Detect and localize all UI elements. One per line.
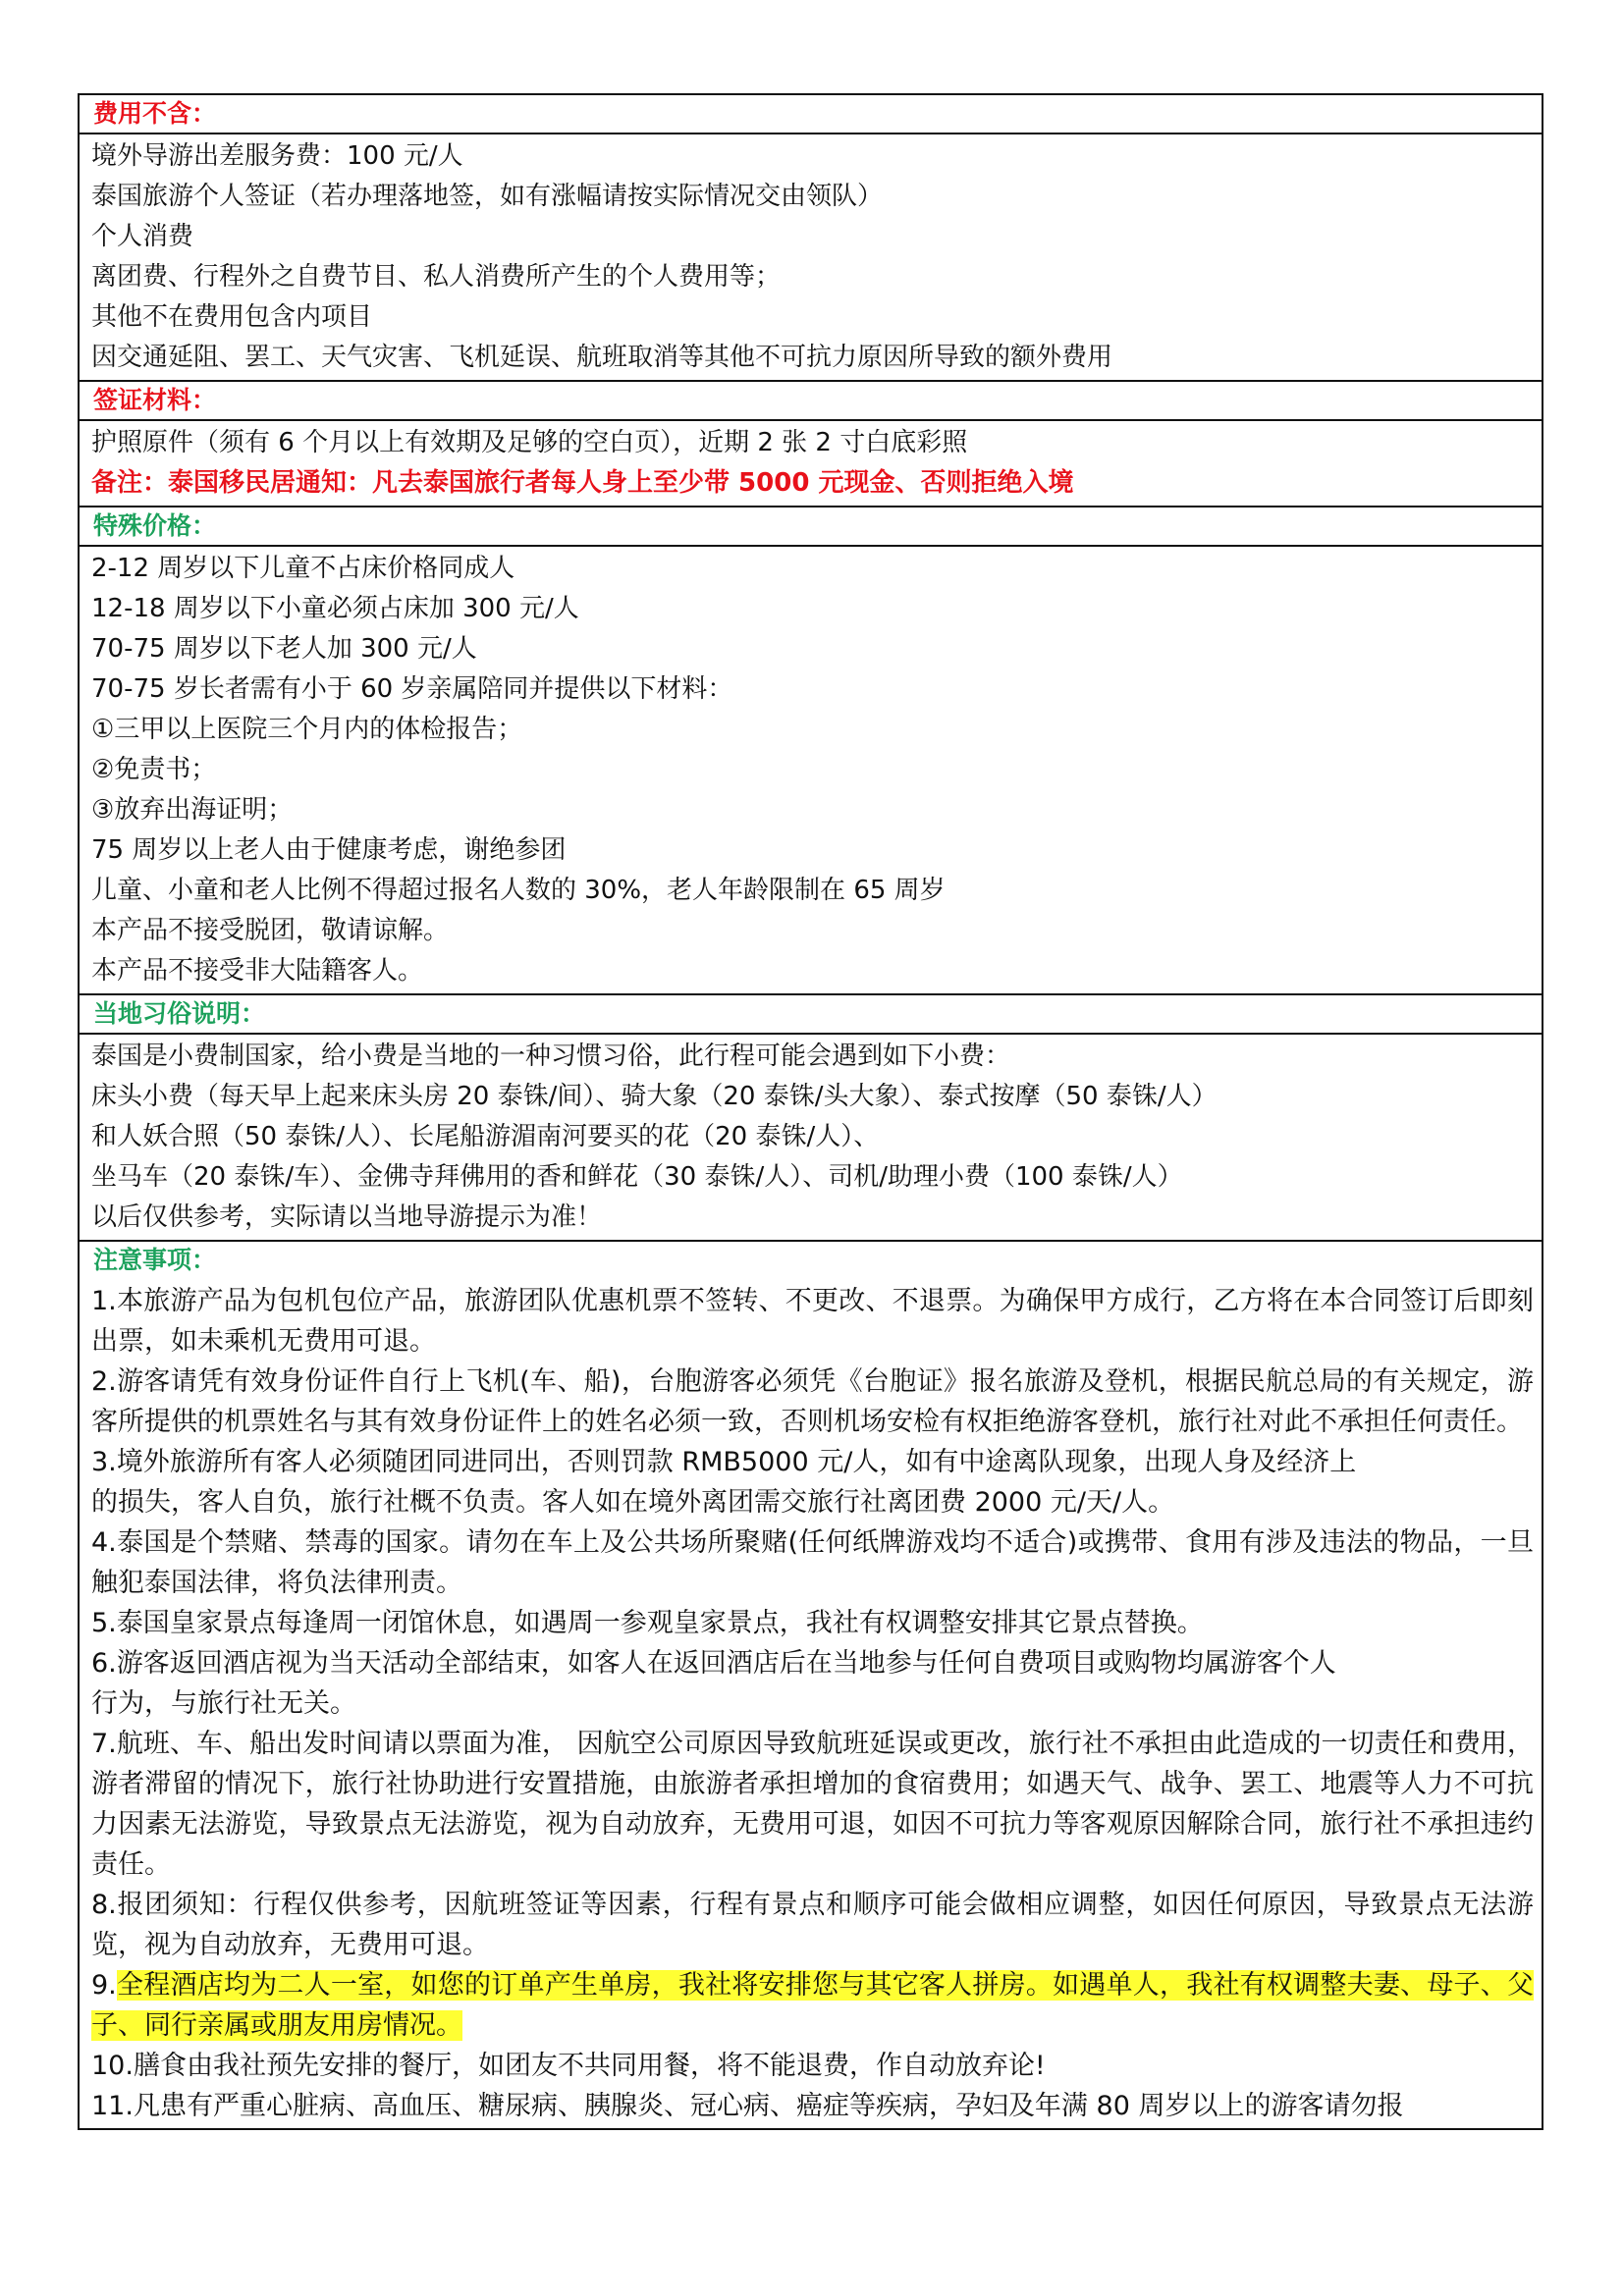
special-price-item: 2-12 周岁以下儿童不占床价格同成人 [91, 554, 515, 583]
note-item: 行为，与旅行社无关。 [91, 1688, 356, 1719]
fee-exclusion-item: 泰国旅游个人签证（若办理落地签，如有涨幅请按实际情况交由领队） [91, 182, 884, 211]
fee-exclusion-item: 境外导游出差服务费：100 元/人 [91, 141, 463, 171]
fee-exclusions-section [80, 134, 1542, 382]
customs-item: 床头小费（每天早上起来床头房 20 泰铢/间）、骑大象（20 泰铢/头大象）、泰式按摩（50 泰铢/人） [91, 1082, 1218, 1111]
highlighted-text: 全程酒店均为二人一室，如您的订单产生单房，我社将安排您与其它客人拼房。如遇单人，我社有权调整夫妻、母子、父子、同行亲属或朋友用房情况。 [91, 1970, 1534, 2041]
note-item: 10.膳食由我社预先安排的餐厅，如团友不共同用餐，将不能退费，作自动放弃论! [91, 2051, 1046, 2081]
special-price-heading: 特殊价格： [80, 507, 1542, 547]
note-item: 8.报团须知：行程仅供参考，因航班签证等因素，行程有景点和顺序可能会做相应调整，如因任何原因，导致景点无法游览，视为自动放弃，无费用可退。 [91, 1890, 1534, 1960]
special-price-section [80, 547, 1542, 995]
special-price-item: 75 周岁以上老人由于健康考虑，谢绝参团 [91, 835, 567, 865]
special-price-item: 12-18 周岁以下小童必须占床加 300 元/人 [91, 594, 579, 623]
notes-section [80, 1242, 1542, 2128]
special-price-item: ②免责书； [91, 755, 217, 784]
special-price-item: 儿童、小童和老人比例不得超过报名人数的 30%，老人年龄限制在 65 周岁 [91, 876, 946, 905]
visa-heading: 签证材料： [80, 382, 1542, 421]
note-item: 6.游客返回酒店视为当天活动全部结束，如客人在返回酒店后在当地参与任何自费项目或购物均属游客个人 [91, 1648, 1336, 1679]
note-item: 的损失，客人自负，旅行社概不负责。客人如在境外离团需交旅行社离团费 2000 元/天/人。 [91, 1487, 1175, 1518]
special-price-item: ①三甲以上医院三个月内的体检报告； [91, 715, 523, 744]
visa-cash-notice: 备注：泰国移民居通知：凡去泰国旅行者每人身上至少带 5000 元现金、否则拒绝入境 [91, 468, 1074, 498]
special-price-item: ③放弃出海证明； [91, 795, 294, 825]
note-item-highlighted [91, 1965, 1542, 2046]
special-price-item: 本产品不接受非大陆籍客人。 [91, 956, 424, 986]
customs-section [80, 1035, 1542, 1242]
fee-exclusions-heading: 费用不含： [80, 95, 1542, 134]
note-item: 7.航班、车、船出发时间请以票面为准， 因航空公司原因导致航班延误或更改，旅行社不承担由此造成的一切责任和费用，游者滞留的情况下，旅行社协助进行安置措施，由旅游者承担增加的食宿费用；如遇天气、战争、罢工、地震等人力不可抗力因素无法游览，导致景点无法游览，视为自动放弃，无费用可退，如因不可抗力等客观原因解除合同，旅行社不承担违约责任。 [91, 1729, 1534, 1880]
special-price-item: 70-75 岁长者需有小于 60 岁亲属陪同并提供以下材料： [91, 674, 733, 704]
note-number: 9. [91, 1970, 117, 2001]
visa-requirement: 护照原件（须有 6 个月以上有效期及足够的空白页），近期 2 张 2 寸白底彩照 [91, 428, 968, 457]
itinerary-terms-table [78, 93, 1543, 2130]
customs-item: 和人妖合照（50 泰铢/人）、长尾船游湄南河要买的花（20 泰铢/人）、 [91, 1122, 880, 1151]
note-item: 1.本旅游产品为包机包位产品，旅游团队优惠机票不签转、不更改、不退票。为确保甲方成行，乙方将在本合同签订后即刻出票，如未乘机无费用可退。 [91, 1286, 1534, 1357]
customs-item: 坐马车（20 泰铢/车）、金佛寺拜佛用的香和鲜花（30 泰铢/人）、司机/助理小费（100 泰铢/人） [91, 1162, 1183, 1192]
customs-heading: 当地习俗说明： [80, 995, 1542, 1035]
special-price-item: 本产品不接受脱团，敬请谅解。 [91, 916, 450, 945]
fee-exclusion-item: 离团费、行程外之自费节目、私人消费所产生的个人费用等； [91, 262, 782, 292]
customs-item: 泰国是小费制国家，给小费是当地的一种习惯习俗，此行程可能会遇到如下小费： [91, 1041, 1011, 1071]
fee-exclusion-item: 其他不在费用包含内项目 [91, 302, 373, 332]
fee-exclusion-item: 个人消费 [91, 222, 194, 251]
special-price-item: 70-75 周岁以下老人加 300 元/人 [91, 634, 477, 664]
note-item: 4.泰国是个禁赌、禁毒的国家。请勿在车上及公共场所聚赌(任何纸牌游戏均不适合)或携带、食用有涉及违法的物品，一旦触犯泰国法律，将负法律刑责。 [91, 1527, 1534, 1598]
fee-exclusion-item: 因交通延阻、罢工、天气灾害、飞机延误、航班取消等其他不可抗力原因所导致的额外费用 [91, 343, 1113, 372]
notes-heading: 注意事项： [93, 1246, 217, 1274]
visa-section [80, 421, 1542, 507]
note-item: 3.境外旅游所有客人必须随团同进同出，否则罚款 RMB5000 元/人，如有中途离队现象，出现人身及经济上 [91, 1447, 1357, 1477]
note-item: 2.游客请凭有效身份证件自行上飞机(车、船)，台胞游客必须凭《台胞证》报名旅游及登机，根据民航总局的有关规定，游客所提供的机票姓名与其有效身份证件上的姓名必须一致，否则机场安检有权拒绝游客登机，旅行社对此不承担任何责任。 [91, 1366, 1534, 1437]
note-item: 5.泰国皇家景点每逢周一闭馆休息，如遇周一参观皇家景点，我社有权调整安排其它景点替换。 [91, 1608, 1204, 1638]
customs-item: 以后仅供参考，实际请以当地导游提示为准！ [91, 1202, 603, 1232]
note-item: 11.凡患有严重心脏病、高血压、糖尿病、胰腺炎、冠心病、癌症等疾病，孕妇及年满 80 周岁以上的游客请勿报 [91, 2091, 1404, 2121]
